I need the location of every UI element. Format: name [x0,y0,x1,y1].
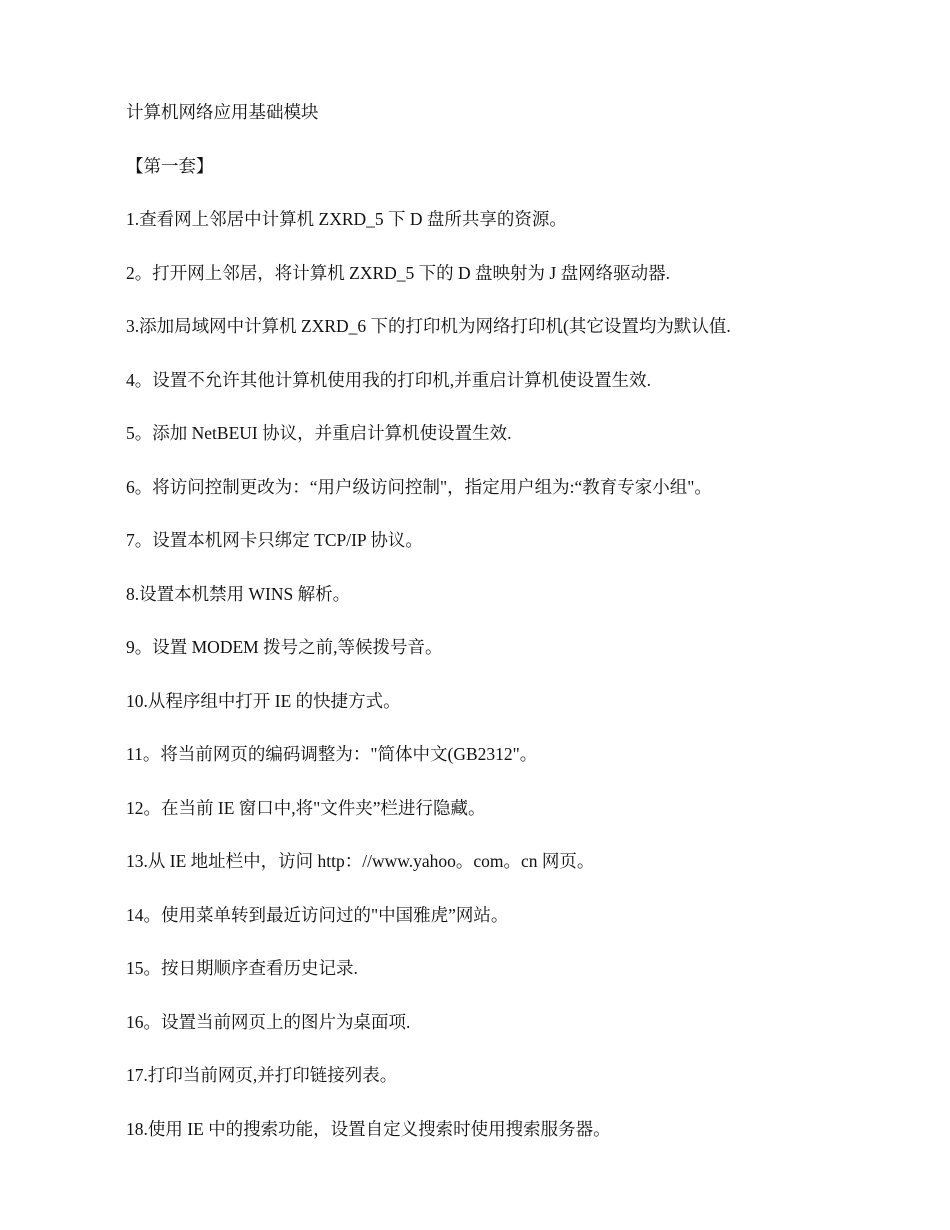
list-item: 1.查看网上邻居中计算机 ZXRD_5 下 D 盘所共享的资源。 [126,209,567,229]
list-item: 16。设置当前网页上的图片为桌面项. [126,1011,411,1032]
document-title: 计算机网络应用基础模块 [126,102,319,122]
list-item: 12。在当前 IE 窗口中,将"文件夹”栏进行隐藏。 [126,797,486,818]
list-item: 11。将当前网页的编码调整为："简体中文(GB2312"。 [126,744,538,764]
document-body [126,100,906,1170]
list-item: 9。设置 MODEM 拨号之前,等候拨号音。 [126,637,443,657]
list-item: 4。设置不允许其他计算机使用我的打印机,并重启计算机使设置生效. [126,369,651,390]
list-item: 6。将访问控制更改为：“用户级访问控制"，指定用户组为:“教育专家小组"。 [126,476,712,497]
list-item: 8.设置本机禁用 WINS 解析。 [126,583,351,604]
list-item: 15。按日期顺序查看历史记录. [126,958,358,978]
list-item: 2。打开网上邻居，将计算机 ZXRD_5 下的 D 盘映射为 J 盘网络驱动器. [126,262,670,283]
section-heading: 【第一套】 [126,155,214,176]
list-item: 7。设置本机网卡只绑定 TCP/IP 协议。 [126,530,423,550]
list-item: 18.使用 IE 中的搜索功能，设置自定义搜索时使用搜索服务器。 [126,1118,611,1139]
list-item: 10.从程序组中打开 IE 的快捷方式。 [126,690,401,711]
list-item: 3.添加局域网中计算机 ZXRD_6 下的打印机为网络打印机(其它设置均为默认值. [126,316,731,336]
list-item: 14。使用菜单转到最近访问过的"中国雅虎”网站。 [126,904,509,925]
list-item: 5。添加 NetBEUI 协议，并重启计算机使设置生效. [126,423,512,443]
list-item: 13.从 IE 地址栏中，访问 http：//www.yahoo。com。cn 网页。 [126,851,595,871]
list-item: 17.打印当前网页,并打印链接列表。 [126,1065,398,1085]
